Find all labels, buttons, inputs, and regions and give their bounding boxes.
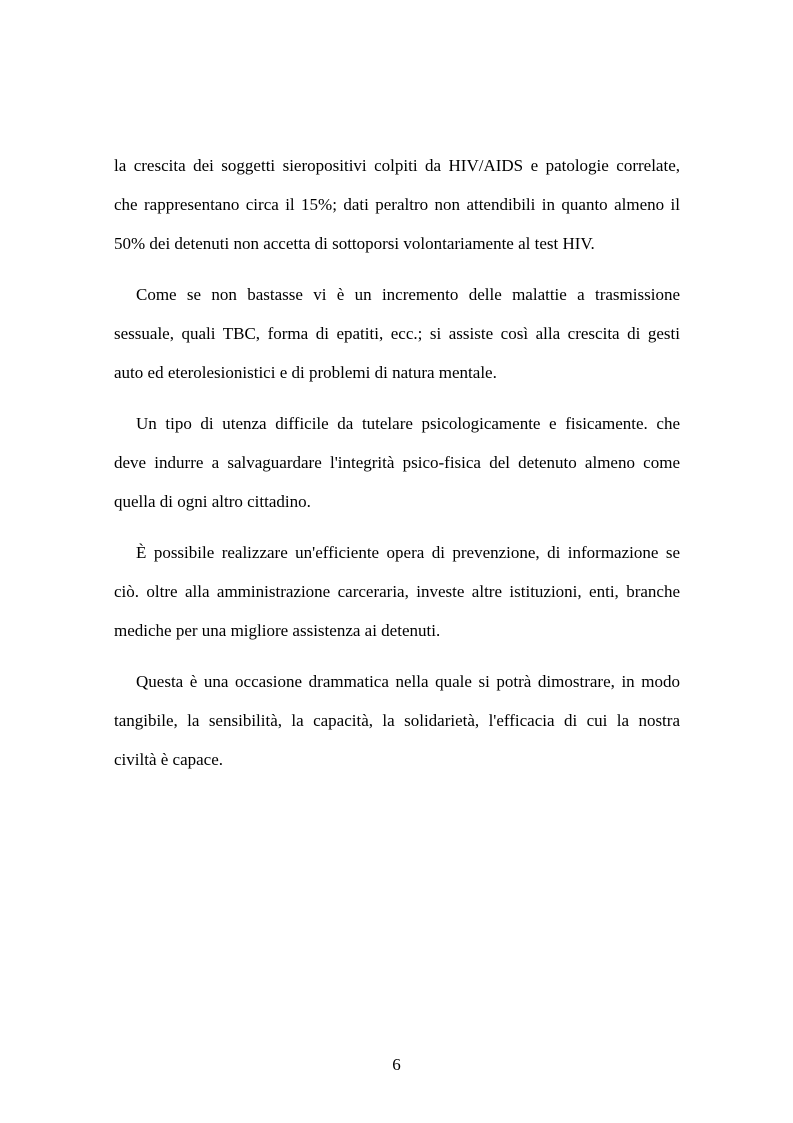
text-line: Un tipo di utenza difficile da tutelare psicologicamente e fisicamente. che xyxy=(136,414,680,433)
paragraph-spacing xyxy=(114,650,680,662)
paragraph-spacing xyxy=(114,392,680,404)
text-line: quella di ogni altro cittadino. xyxy=(114,492,311,511)
paragraph xyxy=(114,662,680,779)
page-number: 6 xyxy=(392,1055,401,1074)
paragraph xyxy=(114,146,680,263)
paragraph-spacing xyxy=(114,521,680,533)
paragraph xyxy=(114,275,680,392)
text-line: che rappresentano circa il 15%; dati peraltro non attendibili in quanto almeno il xyxy=(114,195,680,214)
text-line: Come se non bastasse vi è un incremento delle malattie a trasmissione xyxy=(136,285,680,304)
text-line: mediche per una migliore assistenza ai detenuti. xyxy=(114,621,441,640)
paragraph xyxy=(114,533,680,650)
text-line: tangibile, la sensibilità, la capacità, la solidarietà, l'efficacia di cui la nostra xyxy=(114,711,680,730)
paragraph-spacing xyxy=(114,263,680,275)
paragraph xyxy=(114,404,680,521)
document-body xyxy=(114,146,680,779)
text-line: ciò. oltre alla amministrazione carceraria, investe altre istituzioni, enti, branche xyxy=(114,582,680,601)
text-line: sessuale, quali TBC, forma di epatiti, ecc.; si assiste così alla crescita di gesti xyxy=(114,324,680,343)
text-line: civiltà è capace. xyxy=(114,750,224,769)
text-line: auto ed eterolesionistici e di problemi di natura mentale. xyxy=(114,363,497,382)
text-line: deve indurre a salvaguardare l'integrità psico-fisica del detenuto almeno come xyxy=(114,453,680,472)
text-line: È possibile realizzare un'efficiente opera di prevenzione, di informazione se xyxy=(136,543,680,562)
text-line: 50% dei detenuti non accetta di sottoporsi volontariamente al test HIV. xyxy=(114,234,595,253)
text-line: Questa è una occasione drammatica nella quale si potrà dimostrare, in modo xyxy=(136,672,680,691)
text-line: la crescita dei soggetti sieropositivi colpiti da HIV/AIDS e patologie correlate, xyxy=(114,156,680,175)
